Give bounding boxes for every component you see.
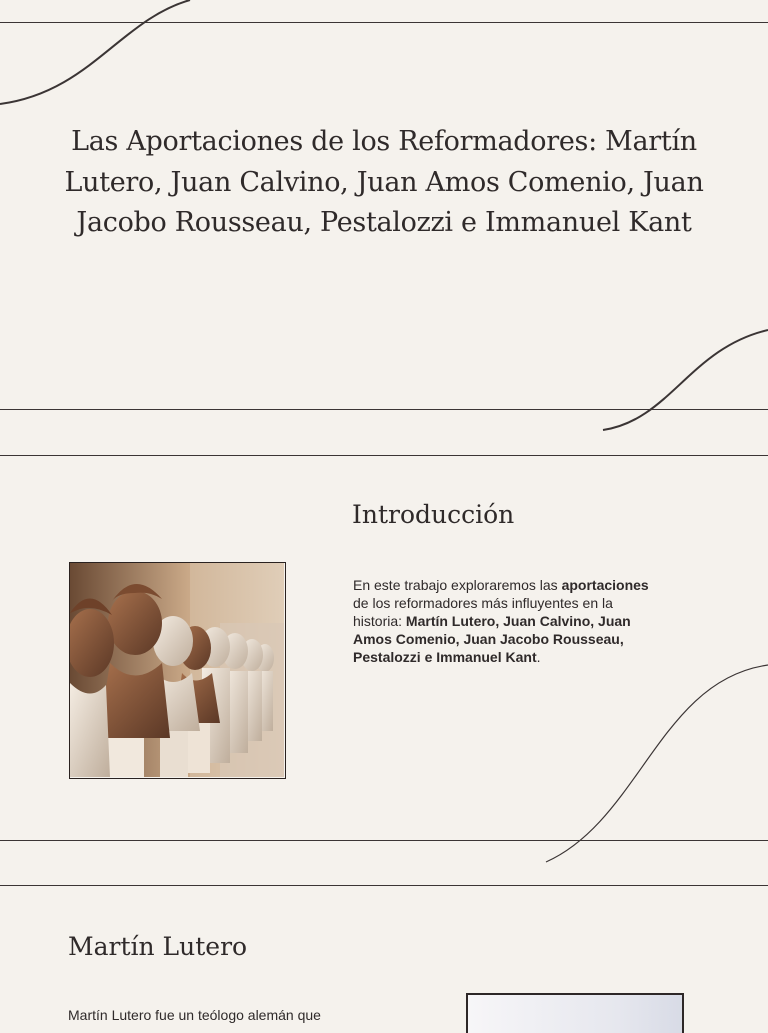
intro-text-part: . [536,649,541,665]
intro-bold-part: Martín Lutero, Juan Calvino, Juan Amos Comenio, Juan Jacobo Rousseau, Pestalozzi e Immanuel Kant [353,613,631,665]
section-heading-lutero: Martín Lutero [68,932,248,961]
section-heading-introduccion: Introducción [352,500,515,529]
lutero-paragraph: Martín Lutero fue un teólogo alemán que [68,1007,321,1023]
intro-text-part: En este trabajo exploraremos las [353,577,562,593]
intro-bold-part: aportaciones [561,577,649,593]
page-title: Las Aportaciones de los Reformadores: Martín Lutero, Juan Calvino, Juan Amos Comenio, Juan Jacobo Rousseau, Pestalozzi e Immanuel Kant [64,126,704,238]
intro-text-part: de los reformadores más influyentes en la historia: [353,595,613,629]
busts-image [69,562,286,779]
introduccion-paragraph [353,576,663,666]
lutero-image [466,993,684,1033]
